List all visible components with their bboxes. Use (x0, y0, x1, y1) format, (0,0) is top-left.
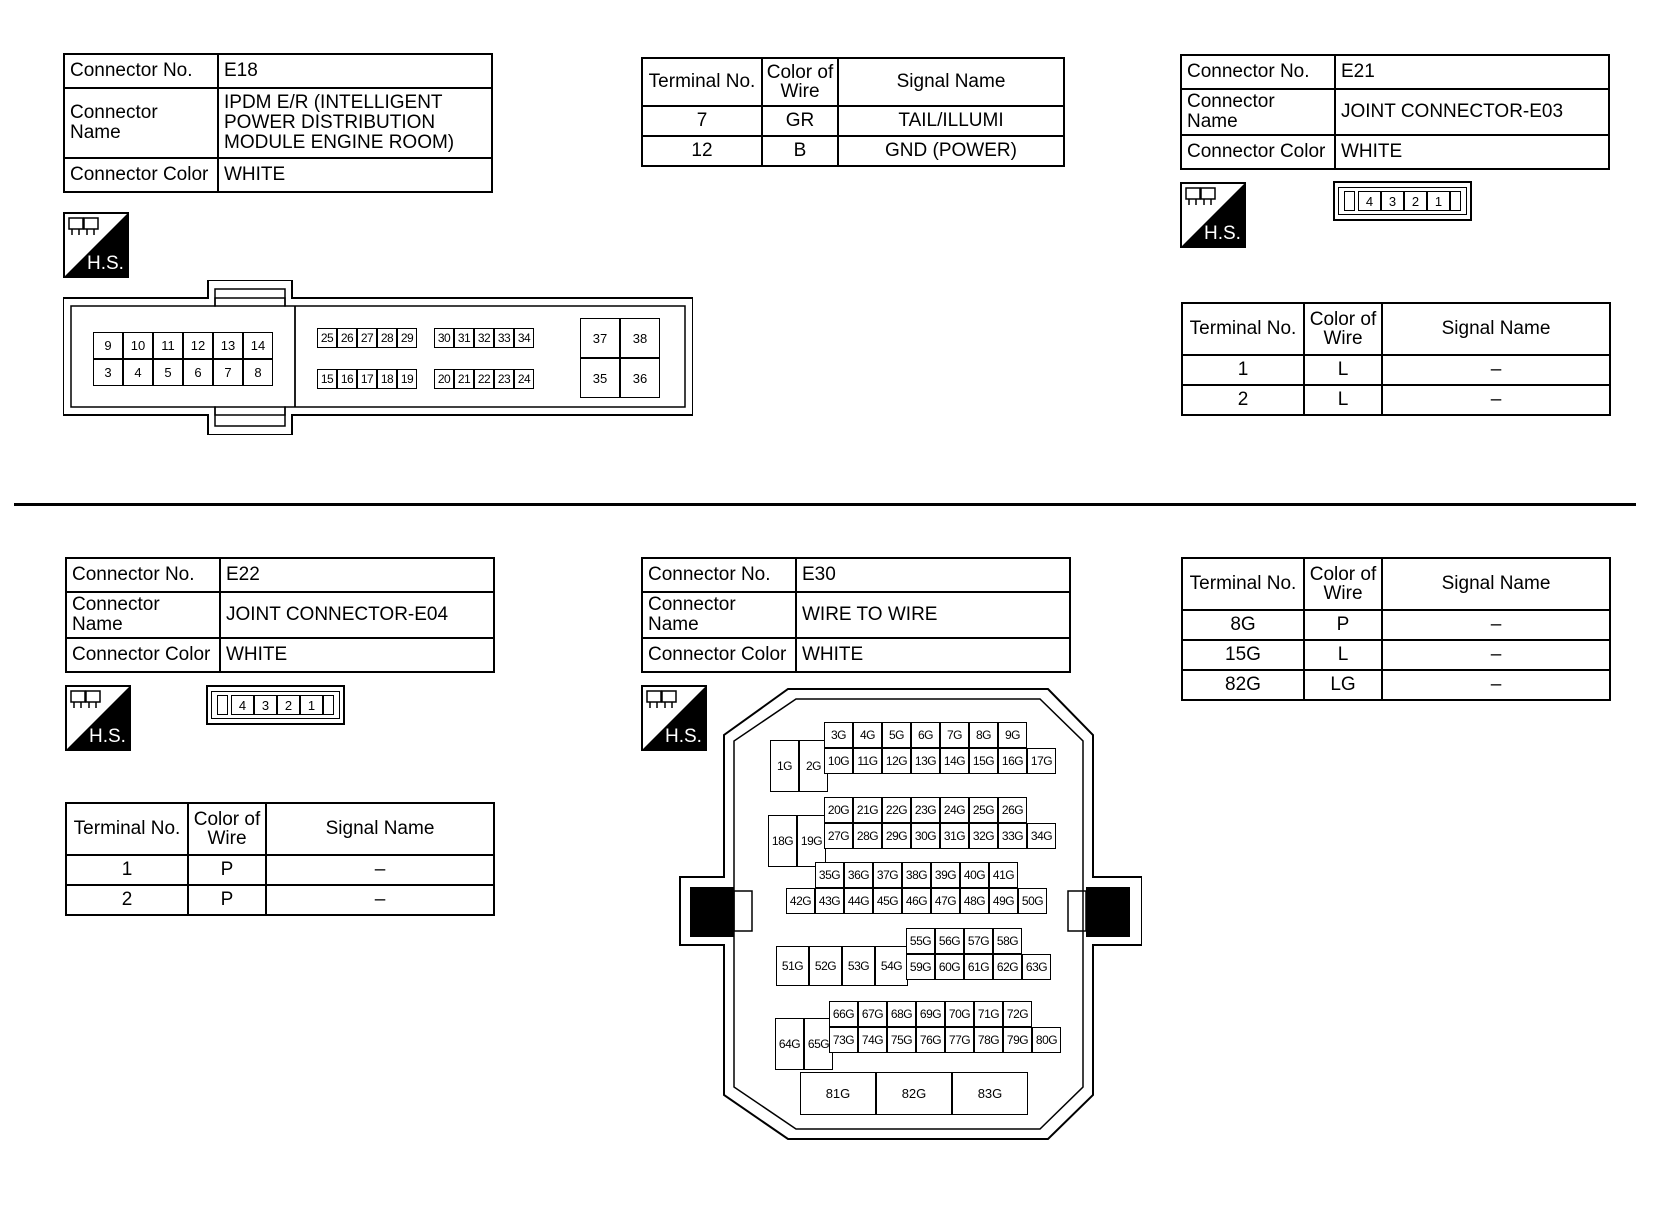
hs-icon (65, 685, 131, 751)
connector-pin: 28G (853, 823, 882, 849)
connector-pin: 82G (876, 1072, 952, 1115)
connector-color-label: Connector Color (642, 638, 796, 672)
connector-pin: 26G (998, 797, 1027, 823)
connector-pin: 14G (940, 748, 969, 774)
header-terminal-no: Terminal No. (1182, 303, 1304, 355)
connector-pin: 9 (93, 332, 123, 359)
connector-pin: 79G (1003, 1027, 1032, 1053)
terminal-no-cell: 1 (1182, 355, 1304, 385)
wire-color-cell: L (1304, 640, 1382, 670)
header-terminal-no: Terminal No. (1182, 558, 1304, 610)
header-color-of-wire: Color of Wire (762, 58, 838, 106)
header-terminal-no: Terminal No. (66, 803, 188, 855)
connector-pin: 11G (853, 748, 882, 774)
connector-pin: 18G (768, 815, 797, 867)
connector-color-value: WHITE (796, 638, 1070, 672)
connector-pin: 73G (829, 1027, 858, 1053)
wire-color-cell: GR (762, 106, 838, 136)
signal-name-cell: – (266, 855, 494, 885)
connector-no-label: Connector No. (66, 558, 220, 592)
hs-label: H.S. (89, 726, 126, 747)
connector-pin: 39G (931, 862, 960, 888)
connector-pin: 32G (969, 823, 998, 849)
connector-pin: 47G (931, 888, 960, 914)
connector-pin: 7 (213, 359, 243, 386)
hs-label: H.S. (665, 726, 702, 747)
signal-name-cell: – (1382, 355, 1610, 385)
connector-pin: 15G (969, 748, 998, 774)
connector-pin: 40G (960, 862, 989, 888)
connector-pin: 83G (952, 1072, 1028, 1115)
connector-name-label: Connector Name (64, 88, 218, 158)
connector-pin: 1 (300, 695, 323, 715)
connector-name-value: WIRE TO WIRE (796, 592, 1070, 638)
wire-color-cell: P (188, 855, 266, 885)
connector-pin: 36 (620, 358, 660, 398)
connector-pin: 68G (887, 1001, 916, 1027)
connector-pin: 57G (964, 928, 993, 954)
connector-pin: 70G (945, 1001, 974, 1027)
connector-no-value: E30 (796, 558, 1070, 592)
connector-pin: 63G (1022, 954, 1051, 980)
hs-icon (63, 212, 129, 278)
connector-pin: 53G (842, 946, 875, 986)
wire-color-cell: P (188, 885, 266, 915)
connector-pin: 66G (829, 1001, 858, 1027)
connector-pin: 50G (1018, 888, 1047, 914)
connector-name-line: IPDM E/R (INTELLIGENT (224, 92, 443, 113)
connector-pin: 71G (974, 1001, 1003, 1027)
connector-pin: 35 (580, 358, 620, 398)
connector-pin: 5 (153, 359, 183, 386)
connector-pin: 30G (911, 823, 940, 849)
e18-terminal-table (641, 57, 1065, 167)
e21-connector-face (1333, 181, 1472, 221)
signal-name-cell: – (1382, 610, 1610, 640)
connector-name-label: Connector Name (1181, 89, 1335, 135)
connector-no-label: Connector No. (1181, 55, 1335, 89)
connector-pin: 21G (853, 797, 882, 823)
connector-pin: 61G (964, 954, 993, 980)
wire-color-cell: L (1304, 385, 1382, 415)
connector-pin: 35G (815, 862, 844, 888)
e30-connector-info-table (641, 557, 1071, 673)
connector-pin: 29 (397, 328, 417, 348)
lock-tab (1450, 191, 1461, 211)
connector-no-value: E22 (220, 558, 494, 592)
connector-pin: 52G (809, 946, 842, 986)
hs-label: H.S. (87, 253, 124, 274)
connector-pin: 33G (998, 823, 1027, 849)
connector-pin: 44G (844, 888, 873, 914)
connector-pin: 72G (1003, 1001, 1032, 1027)
connector-color-label: Connector Color (1181, 135, 1335, 169)
signal-name-cell: TAIL/ILLUMI (838, 106, 1064, 136)
hs-icon (1180, 182, 1246, 248)
connector-pin: 37G (873, 862, 902, 888)
connector-pin: 3 (93, 359, 123, 386)
connector-pin: 13 (213, 332, 243, 359)
connector-pin: 59G (906, 954, 935, 980)
connector-pin: 56G (935, 928, 964, 954)
connector-pin: 13G (911, 748, 940, 774)
connector-pin: 10G (824, 748, 853, 774)
wire-color-cell: B (762, 136, 838, 166)
connector-pin: 3 (254, 695, 277, 715)
connector-pin: 16 (337, 369, 357, 389)
connector-pin: 2G (799, 740, 828, 792)
header-signal-name: Signal Name (266, 803, 494, 855)
connector-color-label: Connector Color (66, 638, 220, 672)
connector-pin: 7G (940, 722, 969, 748)
connector-pin: 43G (815, 888, 844, 914)
hs-label: H.S. (1204, 223, 1241, 244)
e22-connector-info-table (65, 557, 495, 673)
connector-color-value: WHITE (1335, 135, 1609, 169)
connector-pin: 11 (153, 332, 183, 359)
connector-pin: 26 (337, 328, 357, 348)
terminal-no-cell: 8G (1182, 610, 1304, 640)
connector-pin: 80G (1032, 1027, 1061, 1053)
header-color-of-wire: Color of Wire (188, 803, 266, 855)
e18-connector-info-table (63, 53, 493, 193)
connector-pin: 17G (1027, 748, 1056, 774)
connector-pin: 33 (494, 328, 514, 348)
connector-pin: 19G (797, 815, 826, 867)
wire-color-cell: L (1304, 355, 1382, 385)
connector-pin: 2 (277, 695, 300, 715)
connector-pin: 27 (357, 328, 377, 348)
wire-color-cell: P (1304, 610, 1382, 640)
connector-pin: 6G (911, 722, 940, 748)
connector-pin: 20 (434, 369, 454, 389)
connector-pin: 34 (514, 328, 534, 348)
connector-pin: 74G (858, 1027, 887, 1053)
connector-pin: 32 (474, 328, 494, 348)
connector-pin: 76G (916, 1027, 945, 1053)
connector-pin: 3G (824, 722, 853, 748)
connector-pin: 31G (940, 823, 969, 849)
signal-name-cell: – (266, 885, 494, 915)
connector-pin: 27G (824, 823, 853, 849)
connector-name-value (218, 88, 492, 158)
connector-name-line: POWER DISTRIBUTION (224, 112, 436, 133)
connector-pin: 42G (786, 888, 815, 914)
connector-pin: 20G (824, 797, 853, 823)
terminal-no-cell: 15G (1182, 640, 1304, 670)
connector-pin: 29G (882, 823, 911, 849)
connector-pin: 22 (474, 369, 494, 389)
connector-pin: 41G (989, 862, 1018, 888)
connector-name-value: JOINT CONNECTOR-E04 (220, 592, 494, 638)
header-color-of-wire: Color of Wire (1304, 558, 1382, 610)
connector-pin: 1G (770, 740, 799, 792)
connector-pin: 17 (357, 369, 377, 389)
connector-pin: 18 (377, 369, 397, 389)
header-terminal-no: Terminal No. (642, 58, 762, 106)
connector-pin: 38G (902, 862, 931, 888)
connector-pin: 4 (231, 695, 254, 715)
connector-pin: 4 (123, 359, 153, 386)
connector-pin: 8 (243, 359, 273, 386)
connector-pin: 1 (1427, 191, 1450, 211)
connector-pin: 12G (882, 748, 911, 774)
connector-pin: 23G (911, 797, 940, 823)
connector-name-line: MODULE ENGINE ROOM) (224, 132, 455, 153)
connector-pin: 6 (183, 359, 213, 386)
connector-pin: 48G (960, 888, 989, 914)
connector-no-label: Connector No. (64, 54, 218, 88)
connector-pin: 46G (902, 888, 931, 914)
e22-terminal-table (65, 802, 495, 916)
connector-color-value: WHITE (220, 638, 494, 672)
e30-terminal-table (1181, 557, 1611, 701)
connector-pin: 10 (123, 332, 153, 359)
connector-pin: 4 (1358, 191, 1381, 211)
connector-pin: 21 (454, 369, 474, 389)
connector-pin: 24G (940, 797, 969, 823)
connector-pin: 8G (969, 722, 998, 748)
header-signal-name: Signal Name (838, 58, 1064, 106)
section-divider (14, 503, 1636, 506)
terminal-no-cell: 82G (1182, 670, 1304, 700)
connector-pin: 9G (998, 722, 1027, 748)
connector-pin: 5G (882, 722, 911, 748)
terminal-no-cell: 7 (642, 106, 762, 136)
e21-terminal-table (1181, 302, 1611, 416)
lock-tab (1344, 191, 1355, 211)
connector-pin: 30 (434, 328, 454, 348)
signal-name-cell: – (1382, 640, 1610, 670)
connector-no-value: E18 (218, 54, 492, 88)
terminal-no-cell: 2 (1182, 385, 1304, 415)
connector-pin: 69G (916, 1001, 945, 1027)
connector-pin: 58G (993, 928, 1022, 954)
connector-pin: 60G (935, 954, 964, 980)
connector-color-value: WHITE (218, 158, 492, 192)
connector-name-label: Connector Name (66, 592, 220, 638)
e21-connector-info-table (1180, 54, 1610, 170)
connector-pin: 78G (974, 1027, 1003, 1053)
connector-pin: 65G (804, 1018, 833, 1070)
connector-pin: 22G (882, 797, 911, 823)
connector-pin: 23 (494, 369, 514, 389)
connector-name-value: JOINT CONNECTOR-E03 (1335, 89, 1609, 135)
connector-pin: 38 (620, 318, 660, 358)
connector-pin: 62G (993, 954, 1022, 980)
signal-name-cell: – (1382, 385, 1610, 415)
connector-name-label: Connector Name (642, 592, 796, 638)
connector-pin: 55G (906, 928, 935, 954)
wire-color-cell: LG (1304, 670, 1382, 700)
connector-pin: 67G (858, 1001, 887, 1027)
header-color-of-wire: Color of Wire (1304, 303, 1382, 355)
connector-pin: 45G (873, 888, 902, 914)
terminal-no-cell: 12 (642, 136, 762, 166)
connector-pin: 16G (998, 748, 1027, 774)
terminal-no-cell: 1 (66, 855, 188, 885)
connector-pin: 3 (1381, 191, 1404, 211)
connector-pin: 12 (183, 332, 213, 359)
connector-pin: 25 (317, 328, 337, 348)
connector-pin: 75G (887, 1027, 916, 1053)
connector-pin: 25G (969, 797, 998, 823)
connector-pin: 28 (377, 328, 397, 348)
connector-pin: 15 (317, 369, 337, 389)
connector-pin: 77G (945, 1027, 974, 1053)
connector-pin: 54G (875, 946, 908, 986)
connector-pin: 36G (844, 862, 873, 888)
connector-pin: 37 (580, 318, 620, 358)
signal-name-cell: – (1382, 670, 1610, 700)
connector-pin: 64G (775, 1018, 804, 1070)
connector-color-label: Connector Color (64, 158, 218, 192)
connector-pin: 81G (800, 1072, 876, 1115)
e22-connector-face (206, 685, 345, 725)
connector-pin: 19 (397, 369, 417, 389)
connector-pin: 51G (776, 946, 809, 986)
connector-no-value: E21 (1335, 55, 1609, 89)
connector-pin: 14 (243, 332, 273, 359)
signal-name-cell: GND (POWER) (838, 136, 1064, 166)
lock-tab (323, 695, 334, 715)
connector-pin: 49G (989, 888, 1018, 914)
connector-pin: 4G (853, 722, 882, 748)
connector-pin: 24 (514, 369, 534, 389)
connector-pin: 2 (1404, 191, 1427, 211)
connector-pin: 34G (1027, 823, 1056, 849)
connector-no-label: Connector No. (642, 558, 796, 592)
lock-tab (217, 695, 228, 715)
connector-pin: 31 (454, 328, 474, 348)
terminal-no-cell: 2 (66, 885, 188, 915)
header-signal-name: Signal Name (1382, 558, 1610, 610)
header-signal-name: Signal Name (1382, 303, 1610, 355)
